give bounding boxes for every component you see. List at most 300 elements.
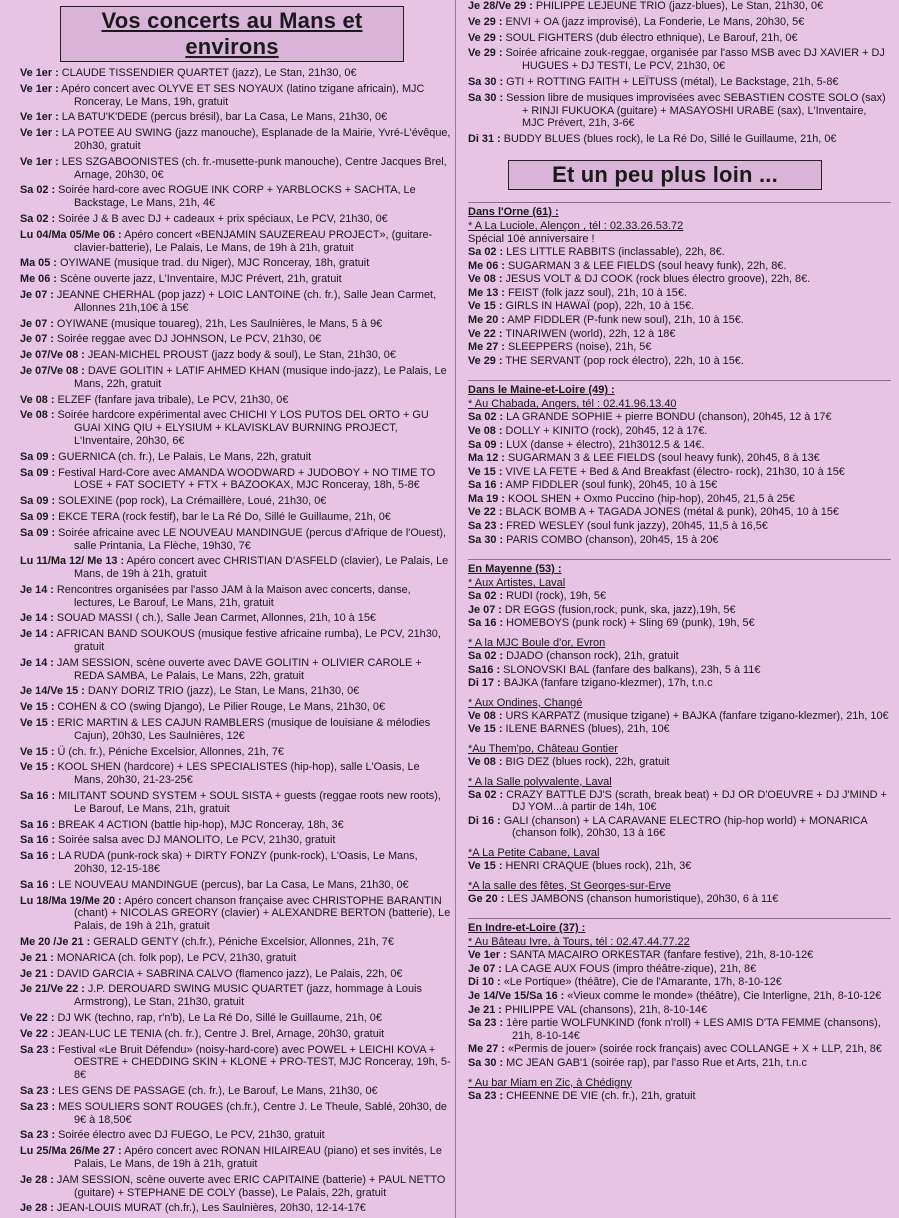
region-heading: Dans le Maine-et-Loire (49) : <box>468 380 891 396</box>
list-item <box>468 520 891 533</box>
event-details: LA POTEE AU SWING (jazz manouche), Esplanade de la Mairie, Yvré-L'évêque, 20h30, gratuit <box>58 127 451 152</box>
event-details: Soirée J & B avec DJ + cadeaux + prix spéciaux, Le PCV, 21h30, 0€ <box>55 212 388 225</box>
list-item <box>20 701 451 714</box>
event-details: Soirée hard-core avec ROGUE INK CORP + YARBLOCKS + SACHTA, Le Backstage, Le Mans, 21h, 4€ <box>55 184 416 210</box>
list-item <box>20 790 451 816</box>
event-details: JEAN-LOUIS MURAT (ch.fr.), Les Saulnières, 20h30, 12-14-17€ <box>53 1202 366 1215</box>
venue-name: * Aux Artistes, Laval <box>468 577 566 590</box>
list-item <box>468 411 891 424</box>
list-item <box>468 246 891 259</box>
spacer <box>468 737 891 741</box>
event-details: JAM SESSION, scène ouverte avec ERIC CAPITAINE (batterie) + PAUL NETTO (guitare) + STEPHANE DE COLY (basse), Le Palais, 22h, gratuit <box>53 1173 446 1199</box>
event-date: Ve 22 : <box>468 506 503 519</box>
event-date: Me 27 : <box>468 341 505 354</box>
event-date: Je 14/Ve 15 : <box>20 685 85 698</box>
list-item <box>20 1129 451 1142</box>
list-item <box>20 612 451 625</box>
list-item <box>20 83 451 109</box>
event-date: Ve 08 : <box>20 393 55 406</box>
event-date: Lu 11/Ma 12/ Me 13 : <box>20 555 125 568</box>
list-item <box>468 16 891 29</box>
event-details: Soirée africaine zouk-reggae, organisée par l'asso MSB avec DJ XAVIER + DJ HUGUES + DJ TESTI, Le PCV, 21h30, 0€ <box>502 47 885 73</box>
event-details: OYIWANE (musique touareg), 21h, Les Saulnières, le Mans, 5 à 9€ <box>53 317 383 330</box>
event-details: OYIWANE (musique trad. du Niger), MJC Ronceray, 18h, gratuit <box>56 257 370 270</box>
list-item <box>20 685 451 698</box>
event-details: LES LITTLE RABBITS (inclassable), 22h, 8€. <box>503 245 725 258</box>
event-details: JEAN-MICHEL PROUST (jazz body & soul), Le Stan, 21h30, 0€ <box>84 349 396 362</box>
list-item <box>20 409 451 447</box>
list-item <box>20 184 451 210</box>
spacer <box>468 368 891 372</box>
list-item <box>468 815 891 840</box>
list-item <box>20 333 451 346</box>
event-date: Sa 16 : <box>468 479 504 492</box>
list-item <box>20 895 451 933</box>
event-date: Sa 16 : <box>468 617 504 630</box>
event-date: Je 07 : <box>468 603 502 616</box>
list-item <box>468 32 891 45</box>
list-item <box>468 990 891 1003</box>
event-details: HOMEBOYS (punk rock) + Sling 69 (punk), 19h, 5€ <box>503 617 755 630</box>
event-details: BREAK 4 ACTION (battle hip-hop), MJC Ronceray, 18h, 3€ <box>55 818 344 831</box>
event-details: SUGARMAN 3 & LEE FIELDS (soul heavy funk), 22h, 8€. <box>504 259 787 272</box>
concert-list-continued <box>468 0 891 146</box>
list-item <box>20 717 451 743</box>
event-details: GERALD GENTY (ch.fr.), Péniche Excelsior, Allonnes, 21h, 7€ <box>90 936 394 949</box>
event-date: Ve 29 : <box>468 354 503 367</box>
list-item <box>468 300 891 313</box>
list-item <box>468 590 891 603</box>
event-date: Sa 09 : <box>468 438 504 451</box>
spacer <box>468 1103 891 1107</box>
event-date: Je 14 : <box>20 656 54 669</box>
event-date: Sa 02 : <box>468 590 504 603</box>
event-date: Sa 23 : <box>468 1089 504 1102</box>
list-item <box>20 1085 451 1098</box>
venue-name: * Au Chabada, Angers, tél : 02.41.96.13.40 <box>468 398 677 411</box>
event-date: Ve 08 : <box>468 424 503 437</box>
event-date: Lu 04/Ma 05/Me 06 : <box>20 228 122 241</box>
event-date: Ve 29 : <box>468 31 503 44</box>
event-date: Ve 08 : <box>468 273 503 286</box>
event-date: Ve 15 : <box>20 701 55 714</box>
event-date: Sa 23 : <box>468 1017 504 1030</box>
list-item <box>20 289 451 315</box>
list-item <box>468 949 891 962</box>
event-date: Ve 1er : <box>20 82 59 95</box>
event-date: Je 28 : <box>20 1173 54 1186</box>
event-date: Je 14 : <box>20 612 54 625</box>
event-date: Sa 02 : <box>20 212 56 225</box>
list-item <box>468 893 891 906</box>
venue-name: * Aux Ondines, Changé <box>468 696 583 709</box>
list-item <box>20 746 451 759</box>
event-details: GUERNICA (ch. fr.), Le Palais, Le Mans, 22h, gratuit <box>55 450 312 463</box>
event-details: CHEENNE DE VIE (ch. fr.), 21h, gratuit <box>503 1089 696 1102</box>
list-item <box>20 1145 451 1171</box>
event-details: HENRI CRAQUE (blues rock), 21h, 3€ <box>502 859 692 872</box>
event-date: Di 10 : <box>468 976 501 989</box>
list-item <box>20 761 451 787</box>
regional-sections <box>468 202 891 1107</box>
list-item <box>468 534 891 547</box>
event-date: Sa 23 : <box>468 520 504 533</box>
event-date: Je 07 : <box>20 333 54 346</box>
event-date: Me 06 : <box>20 273 57 286</box>
event-date: Je 07 : <box>20 288 54 301</box>
event-date: Ma 12 : <box>468 452 505 465</box>
list-item <box>20 850 451 876</box>
event-details: DAVID GARCIA + SABRINA CALVO (flamenco jazz), Le Palais, 22h, 0€ <box>53 967 403 980</box>
event-date: Sa 16 : <box>20 790 56 803</box>
venue-name: * A La Luciole, Alençon , tél : 02.33.26.53.72 <box>468 219 684 232</box>
event-date: Sa 23 : <box>20 1084 56 1097</box>
event-details: Soirée reggae avec DJ JOHNSON, Le PCV, 21h30, 0€ <box>53 333 322 346</box>
list-item <box>468 260 891 273</box>
event-details: «Permis de jouer» (soirée rock français) avec COLLANGE + X + LLP, 21h, 8€ <box>504 1043 882 1056</box>
event-details: LA GRANDE SOPHIE + pierre BONDU (chanson), 20h45, 12 à 17€ <box>503 411 832 424</box>
event-details: BIG DEZ (blues rock), 22h, gratuit <box>502 756 670 768</box>
list-item <box>468 1043 891 1056</box>
event-date: Ve 1er : <box>20 67 59 79</box>
event-date: Je 07 : <box>468 962 502 975</box>
event-details: Soirée hardcore expérimental avec CHICHI Y LOS PUTOS DEL ORTO + GU GUAI XING QIU + ELYSIUM + KLAVISKLAV BURNING PROJECT, L'Inventaire, 20h30, 6€ <box>54 409 429 447</box>
list-item <box>20 527 451 553</box>
list-item <box>468 976 891 989</box>
event-date: Ve 22 : <box>20 1027 55 1040</box>
event-date: Ve 08 : <box>468 709 503 722</box>
spacer <box>468 906 891 910</box>
event-details: AMP FIDDLER (P-funk new soul), 21h, 10 à 15€. <box>504 313 744 326</box>
event-details: LA BATU'K'DEDE (percus brésil), bar La Casa, Le Mans, 21h30, 0€ <box>58 111 388 124</box>
list-item <box>20 127 451 153</box>
spacer <box>468 547 891 551</box>
event-details: GIRLS IN HAWAÏ (pop), 22h, 10 à 15€. <box>502 300 695 313</box>
event-details: Session libre de musiques improvisées avec SEBASTIEN COSTE SOLO (sax) + RINJI FUKUOKA (guitare) + MASAYOSHI URABE (sax), L'Inventaire, MJC Prévert, 21h, 3-6€ <box>503 91 886 130</box>
event-details: J.P. DEROUARD SWING MUSIC QUARTET (jazz, hommage à Louis Armstrong), Le Stan, 21h30, gratuit <box>74 983 422 1009</box>
list-item <box>20 394 451 407</box>
list-item <box>20 213 451 226</box>
list-item <box>20 879 451 892</box>
column-divider <box>455 0 456 1218</box>
event-details: Soirée africaine avec LE NOUVEAU MANDINGUE (percus d'Afrique de l'Ouest), salle Printania, La Flèche, 19h30, 7€ <box>55 526 447 552</box>
event-details: Festival Hard-Core avec AMANDA WOODWARD + JUDOBOY + NO TIME TO LOSE + FAT SOCIETY + FTX + BAZOOKAX, MJC Ronceray, 18h, 5-8€ <box>55 466 436 492</box>
event-date: Lu 18/Ma 19/Me 20 : <box>20 894 122 907</box>
event-date: Sa 16 : <box>20 878 56 891</box>
event-date: Di 16 : <box>468 814 501 827</box>
list-item <box>468 439 891 452</box>
event-details: BUDDY BLUES (blues rock), le La Ré Do, Sillé le Guillaume, 21h, 0€ <box>500 133 837 146</box>
event-details: JEAN-LUC LE TENIA (ch. fr.), Centre J. Brel, Arnage, 20h30, gratuit <box>54 1027 385 1040</box>
list-item <box>468 314 891 327</box>
venue-name: * Au Bâteau Ivre, à Tours, tél : 02.47.44.77.22 <box>468 936 690 949</box>
event-details: ELZEF (fanfare java tribale), Le PCV, 21h30, 0€ <box>54 393 289 406</box>
event-details: Festival «Le Bruit Défendu» (noisy-hard-core) avec POWEL + LEICHI KOVA + OESTRE + CHEDDING SKIN + KLONE + PRO-TEST, MJC Ronceray, 19h, 5-8€ <box>55 1043 451 1082</box>
event-date: Ve 15 : <box>468 723 503 736</box>
event-details: RUDI (rock), 19h, 5€ <box>503 590 607 603</box>
event-details: GALI (chanson) + LA CARAVANE ELECTRO (hip-hop world) + MONARICA (chanson folk), 20h30, 13 à 16€ <box>500 814 868 840</box>
event-details: Rencontres organisées par l'asso JAM à la Maison avec concerts, danse, lectures, Le Barouf, Le Mans, 21h, gratuit <box>53 583 411 609</box>
event-details: DJ WK (techno, rap, r'n'b), Le La Ré Do, Sillé le Guillaume, 21h, 0€ <box>54 1012 382 1024</box>
list-item <box>20 511 451 524</box>
event-details: Soirée électro avec DJ FUEGO, Le PCV, 21h30, gratuit <box>55 1129 325 1142</box>
event-date: Sa 23 : <box>20 1043 56 1056</box>
list-item <box>20 1101 451 1127</box>
venue-name: * A la MJC Boule d'or, Evron <box>468 637 606 650</box>
event-details: CLAUDE TISSENDIER QUARTET (jazz), Le Stan, 21h30, 0€ <box>58 67 357 79</box>
list-item <box>468 0 891 13</box>
list-item <box>20 983 451 1009</box>
event-date: Ve 15 : <box>20 717 55 730</box>
list-item <box>468 466 891 479</box>
event-details: FRED WESLEY (soul funk jazzy), 20h45, 11,5 à 16,5€ <box>503 520 768 533</box>
event-details: COHEN & CO (swing Django), Le Pilier Rouge, Le Mans, 21h30, 0€ <box>54 701 386 714</box>
list-item <box>20 936 451 949</box>
event-details: Apéro concert avec CHRISTIAN D'ASFELD (clavier), Le Palais, Le Mans, de 19h à 21h, gratuit <box>74 555 449 581</box>
event-date: Sa 02 : <box>468 411 504 424</box>
list-item <box>468 710 891 723</box>
event-date: Je 21 : <box>20 951 54 964</box>
list-item <box>20 584 451 610</box>
list-item <box>468 328 891 341</box>
event-date: Je 14/Ve 15/Sa 16 : <box>468 989 565 1002</box>
list-item <box>468 1057 891 1070</box>
list-item <box>20 1174 451 1200</box>
list-item <box>468 425 891 438</box>
spacer <box>468 631 891 635</box>
event-details: DJADO (chanson rock), 21h, gratuit <box>503 650 679 663</box>
event-date: Sa 02 : <box>468 650 504 663</box>
event-details: JEANNE CHERHAL (pop jazz) + LOIC LANTOINE (ch. fr.), Salle Jean Carmet, Allonnes 21h,10€ à 15€ <box>53 288 437 314</box>
list-item <box>468 506 891 519</box>
event-details: KOOL SHEN + Oxmo Puccino (hip-hop), 20h45, 21,5 à 25€ <box>504 492 795 505</box>
list-item <box>468 617 891 630</box>
list-item <box>468 47 891 73</box>
list-item <box>20 1012 451 1025</box>
event-date: Sa 09 : <box>20 466 56 479</box>
concert-list-le-mans <box>20 67 451 1215</box>
event-date: Sa16 : <box>468 663 501 676</box>
list-item <box>468 341 891 354</box>
list-item <box>20 1202 451 1215</box>
event-details: KOOL SHEN (hardcore) + LES SPECIALISTES (hip-hop), salle L'Oasis, Le Mans, 20h30, 21-23-25€ <box>54 761 420 787</box>
event-details: DR EGGS (fusion,rock, punk, ska, jazz),19h, 5€ <box>501 603 736 616</box>
event-details: DOLLY + KINITO (rock), 20h45, 12 à 17€. <box>502 424 708 437</box>
spacer <box>468 874 891 878</box>
event-date: Ve 15 : <box>468 465 503 478</box>
event-details: JESUS VOLT & DJ COOK (rock blues électro groove), 22h, 8€. <box>502 273 811 286</box>
event-details: CRAZY BATTLE DJ'S (scrath, break beat) + DJ OR D'OEUVRE + DJ J'MIND + DJ YOM...à partir de 14h, 10€ <box>503 788 887 814</box>
event-details: GTI + ROTTING FAITH + LEÏTUSS (métal), Le Backstage, 21h, 5-8€ <box>503 75 839 88</box>
event-date: Sa 16 : <box>20 850 56 863</box>
list-item <box>20 111 451 124</box>
event-date: Sa 09 : <box>20 526 56 539</box>
event-date: Sa 02 : <box>468 788 504 801</box>
event-details: ERIC MARTIN & LES CAJUN RAMBLERS (musique de louisiane & mélodies Cajun), 20h30, Les Saulnières, 12€ <box>54 717 431 742</box>
event-date: Je 21 : <box>468 1003 502 1016</box>
list-item <box>20 628 451 654</box>
event-details: SOUAD MASSI ( ch.), Salle Jean Carmet, Allonnes, 21h, 10 à 15€ <box>53 612 376 625</box>
event-details: MC JEAN GAB'1 (soirée rap), par l'asso Rue et Arts, 21h, t.n.c <box>503 1056 807 1069</box>
event-date: Ve 08 : <box>20 409 55 422</box>
spacer <box>468 770 891 774</box>
event-date: Di 31 : <box>468 133 501 146</box>
event-date: Ve 1er : <box>20 155 59 168</box>
venue-name: *A La Petite Cabane, Laval <box>468 846 600 859</box>
list-item <box>20 349 451 362</box>
venue-name: *Au Them'po, Château Gontier <box>468 743 618 755</box>
list-item <box>468 479 891 492</box>
venue-name: * A la Salle polyvalente, Laval <box>468 775 612 788</box>
event-date: Je 07/Ve 08 : <box>20 364 85 377</box>
event-date: Ve 29 : <box>468 15 503 28</box>
list-item <box>20 834 451 847</box>
region-heading: En Indre-et-Loire (37) : <box>468 918 891 934</box>
event-details: LE NOUVEAU MANDINGUE (percus), bar La Casa, Le Mans, 21h30, 0€ <box>55 878 409 891</box>
event-details: BLACK BOMB A + TAGADA JONES (métal & punk), 20h45, 10 à 15€ <box>502 506 839 519</box>
list-item <box>468 493 891 506</box>
list-item <box>20 318 451 331</box>
spacer <box>468 841 891 845</box>
event-details: DAVE GOLITIN + LATIF AHMED KHAN (musique indo-jazz), Le Palais, Le Mans, 22h, gratuit <box>74 364 447 390</box>
event-date: Je 28 : <box>20 1202 54 1215</box>
event-date: Sa 30 : <box>468 1056 504 1069</box>
list-item <box>468 723 891 736</box>
right-column <box>458 0 899 1107</box>
event-details: LES GENS DE PASSAGE (ch. fr.), Le Barouf, Le Mans, 21h30, 0€ <box>55 1084 378 1097</box>
event-date: Sa 02 : <box>20 184 56 197</box>
list-item <box>468 1004 891 1017</box>
event-details: SANTA MACAIRO ORKESTAR (fanfare festive), 21h, 8-10-12€ <box>506 949 814 962</box>
event-date: Ve 15 : <box>468 859 503 872</box>
event-details: SLONOVSKI BAL (fanfare des balkans), 23h, 5 à 11€ <box>500 663 761 676</box>
list-item <box>20 229 451 255</box>
list-item <box>468 273 891 286</box>
list-item <box>468 677 891 690</box>
venue-name: * Au bar Miam en Zic, à Chédigny <box>468 1076 632 1089</box>
page-title: Vos concerts au Mans et environs <box>60 6 404 62</box>
event-date: Sa 16 : <box>20 834 56 847</box>
event-date: Ve 15 : <box>20 745 55 758</box>
event-details: «Vieux comme le monde» (théâtre), Cie Interligne, 21h, 8-10-12€ <box>564 989 882 1002</box>
list-item <box>468 1017 891 1042</box>
event-date: Sa 09 : <box>20 450 56 463</box>
event-details: Soirée salsa avec DJ MANOLITO, Le PCV, 21h30, gratuit <box>55 834 336 847</box>
event-date: Me 06 : <box>468 259 505 272</box>
list-item <box>468 860 891 873</box>
list-item <box>20 67 451 80</box>
list-item <box>20 451 451 464</box>
event-details: LA CAGE AUX FOUS (impro théâtre-zique), 21h, 8€ <box>501 962 757 975</box>
event-details: ILENE BARNES (blues), 21h, 10€ <box>502 723 670 736</box>
list-item <box>20 467 451 493</box>
list-item <box>20 819 451 832</box>
event-date: Ve 1er : <box>20 111 59 124</box>
event-details: VIVE LA FETE + Bed & And Breakfast (électro- rock), 21h30, 10 à 15€ <box>502 465 845 478</box>
spacer <box>468 691 891 695</box>
list-item <box>20 365 451 391</box>
list-item <box>20 555 451 581</box>
event-details: PHILIPPE LEJEUNE TRIO (jazz-blues), Le Stan, 21h30, 0€ <box>532 0 824 12</box>
event-date: Me 27 : <box>468 1043 505 1056</box>
event-date: Lu 25/Ma 26/Me 27 : <box>20 1145 122 1158</box>
region-heading: Dans l'Orne (61) : <box>468 202 891 218</box>
venue-name: *A la salle des fêtes, St Georges-sur-Erve <box>468 879 671 892</box>
event-date: Sa 23 : <box>20 1100 56 1113</box>
event-details: PHILIPPE VAL (chansons), 21h, 8-10-14€ <box>501 1003 708 1016</box>
event-date: Ve 22 : <box>468 327 503 340</box>
event-details: 1ère partie WOLFUNKIND (fonk n'roll) + LES AMIS D'TA FEMME (chansons), 21h, 8-10-14€ <box>503 1017 881 1042</box>
event-details: ENVI + OA (jazz improvisé), La Fonderie, Le Mans, 20h30, 5€ <box>502 15 805 28</box>
event-date: Je 07 : <box>20 317 54 330</box>
event-date: Ve 29 : <box>468 47 503 60</box>
event-details: THE SERVANT (pop rock électro), 22h, 10 à 15€. <box>502 354 744 367</box>
event-date: Sa 30 : <box>468 91 504 104</box>
list-item <box>468 355 891 368</box>
section-title-further: Et un peu plus loin ... <box>508 160 822 190</box>
event-date: Je 07/Ve 08 : <box>20 349 85 362</box>
event-date: Sa 16 : <box>20 818 56 831</box>
event-details: LES JAMBONS (chanson humoristique), 20h30, 6 à 11€ <box>504 892 779 905</box>
event-details: DANY DORIZ TRIO (jazz), Le Stan, Le Mans, 21h30, 0€ <box>84 685 360 698</box>
list-item <box>20 952 451 965</box>
event-date: Ge 20 : <box>468 892 505 905</box>
event-date: Je 21/Ve 22 : <box>20 983 85 996</box>
event-date: Me 20 /Je 21 : <box>20 936 91 949</box>
event-details: JAM SESSION, scène ouverte avec DAVE GOLITIN + OLIVIER CAROLE + REDA SAMBA, Le Palais, Le Mans, 22h, gratuit <box>53 656 422 682</box>
list-item <box>468 452 891 465</box>
venue-note: Spécial 10è anniversaire ! <box>468 232 595 245</box>
list-item <box>20 657 451 683</box>
event-date: Ve 15 : <box>468 300 503 313</box>
list-item <box>20 156 451 182</box>
event-details: MES SOULIERS SONT ROUGES (ch.fr.), Centre J. Le Theule, Sablé, 20h30, de 9€ à 18,50€ <box>55 1100 447 1126</box>
event-details: MILITANT SOUND SYSTEM + SOUL SISTA + guests (reggae roots new roots), Le Barouf, Le Mans, 21h, gratuit <box>55 790 441 815</box>
event-date: Ma 05 : <box>20 257 57 270</box>
event-details: SOUL FIGHTERS (dub électro ethnique), Le Barouf, 21h, 0€ <box>502 31 798 44</box>
event-details: MONARICA (ch. folk pop), Le PCV, 21h30, gratuit <box>53 951 297 964</box>
list-item <box>468 664 891 677</box>
list-item <box>468 604 891 617</box>
list-item <box>468 756 891 769</box>
event-date: Di 17 : <box>468 677 501 690</box>
list-item <box>468 133 891 146</box>
event-date: Sa 02 : <box>468 245 504 258</box>
list-item <box>20 1028 451 1041</box>
event-details: «Le Portique» (théâtre), Cie de l'Amarante, 17h, 8-10-12€ <box>500 976 782 989</box>
event-details: TINARIWEN (world), 22h, 12 à 18€ <box>502 327 676 340</box>
event-date: Sa 09 : <box>20 495 56 508</box>
list-item <box>468 76 891 89</box>
event-details: EKCE TERA (rock festif), bar le La Ré Do, Sillé le Guillaume, 21h, 0€ <box>55 510 391 523</box>
event-details: AFRICAN BAND SOUKOUS (musique festive africaine rumba), Le PCV, 21h30, gratuit <box>53 628 441 654</box>
event-date: Ve 08 : <box>468 756 503 768</box>
list-item <box>468 789 891 814</box>
event-date: Ma 19 : <box>468 492 505 505</box>
event-details: LUX (danse + électro), 21h3012.5 & 14€. <box>503 438 705 451</box>
event-date: Ve 1er : <box>20 127 59 140</box>
event-date: Je 14 : <box>20 628 54 641</box>
event-date: Sa 30 : <box>468 75 504 88</box>
event-details: Apéro concert chanson française avec CHRISTOPHE BARANTIN (chant) + NICOLAS GREORY (clavier) + ALEXANDRE BERTON (batterie), Le Palais, de 19h à 21h, gratuit <box>74 894 451 933</box>
event-details: Ü (ch. fr.), Péniche Excelsior, Allonnes, 21h, 7€ <box>54 745 284 758</box>
event-date: Ve 22 : <box>20 1012 55 1024</box>
event-details: Scène ouverte jazz, L'Inventaire, MJC Prévert, 21h, gratuit <box>56 273 342 286</box>
list-item <box>20 495 451 508</box>
event-date: Ve 1er : <box>468 949 507 962</box>
list-item <box>20 257 451 270</box>
event-date: Sa 23 : <box>20 1129 56 1142</box>
